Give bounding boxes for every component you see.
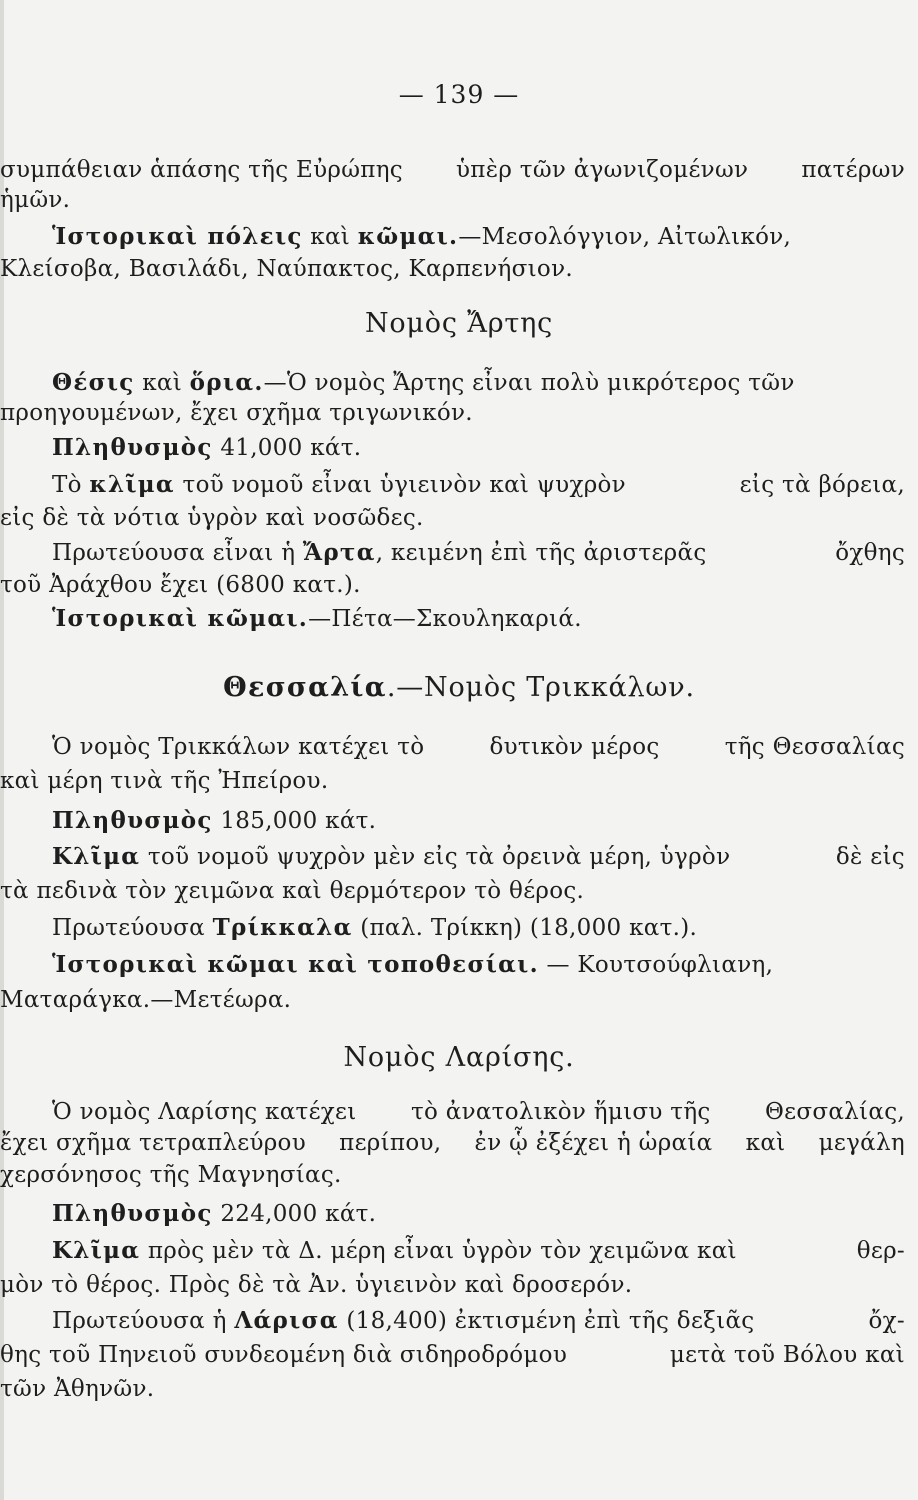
section-heading: Νομὸς Ἄρτης [364,308,554,339]
text-line: καὶ μέρη τινὰ τῆς Ἠπείρου. [0,768,329,794]
text-segment: ὄχθης [835,540,905,566]
text-segment: τῆς Θεσσαλίας [724,734,905,760]
text-segment: —Ὁ νομὸς Ἄρτης εἶναι πολὺ μικρότερος τῶν [263,370,795,396]
section-label: Τρίκκαλα [212,914,353,941]
text-segment: δυτικὸν μέρος [489,734,660,760]
text-segment: 185,000 κάτ. [212,808,377,834]
text-segment: Πρωτεύουσα [52,915,213,941]
text-segment: ὄχ- [868,1308,905,1334]
text-line [0,470,905,500]
text-segment: καὶ [302,224,358,250]
text-line: μὸν τὸ θέρος. Πρὸς δὲ τὰ Ἀν. ὑγιεινὸν καὶ δροσερόν. [0,1272,633,1298]
section-heading: Νομὸς Λαρίσης. [343,1042,575,1073]
text-segment: (παλ. Τρίκκη) (18,000 κατ.). [352,915,698,941]
text-line [0,222,905,252]
text-segment: — Κουτσούφλιανη, [538,952,774,978]
section-label: Κλῖμα [52,843,141,870]
text-segment: Τὸ [52,472,90,498]
text-segment: .—Νομὸς Τρικκάλων. [386,672,695,703]
text-line: Ματαράγκα.—Μετέωρα. [0,987,292,1013]
section-label: ὅρια. [189,369,264,396]
text-line: τῶν Ἀθηνῶν. [0,1376,155,1402]
section-label: Πληθυσμὸς [52,807,213,834]
text-line [0,1128,905,1158]
text-segment: 41,000 κάτ. [212,435,362,461]
page-number: — 139 — [398,80,520,109]
text-segment: μεγάλη [818,1130,905,1156]
text-segment: περίπου, [339,1130,442,1156]
section-label: Κλῖμα [52,1237,141,1264]
text-segment: θερ- [856,1238,905,1264]
text-line: τὰ πεδινὰ τὸν χειμῶνα καὶ θερμότερον τὸ θέρος. [0,878,585,904]
text-segment: δὲ εἰς [835,844,905,870]
section-label: Ἱστορικαὶ κῶμαι. [52,605,309,632]
text-segment [52,538,707,568]
text-segment [52,470,626,500]
text-line [0,732,905,762]
section-label: Θέσις [52,369,135,396]
text-segment: , κειμένη ἐπὶ τῆς ἀριστερᾶς [375,540,707,566]
text-line [0,1199,905,1229]
text-line [0,604,905,634]
text-line [0,1097,905,1127]
section-label: Ἱστορικαὶ κῶμαι καὶ τοποθεσίαι. [52,951,539,978]
section-label: κῶμαι. [357,223,459,250]
section-label: Θεσσαλία [223,672,387,703]
text-line [0,806,905,836]
text-segment: τοῦ νομοῦ εἶναι ὑγιεινὸν καὶ ψυχρὸν [174,472,626,498]
text-segment: (18,400) ἐκτισμένη ἐπὶ τῆς δεξιᾶς [338,1308,755,1334]
text-segment: καὶ [745,1130,786,1156]
text-segment: 224,000 κάτ. [212,1201,377,1227]
section-label: Ἱστορικαὶ πόλεις [52,223,303,250]
text-segment: θης τοῦ Πηνειοῦ συνδεομένη διὰ σιδηροδρόμου [0,1342,568,1368]
text-line: εἰς δὲ τὰ νότια ὑγρὸν καὶ νοσῶδες. [0,505,424,531]
text-segment: ἔχει σχῆμα τετραπλεύρου [0,1130,306,1156]
text-segment: Θεσσαλίας, [764,1099,905,1125]
text-line [0,368,905,398]
text-segment: τὸ ἀνατολικὸν ἥμισυ τῆς [410,1099,711,1125]
text-segment: μετὰ τοῦ Βόλου καὶ [669,1342,905,1368]
text-line: τοῦ Ἀράχθου ἔχει (6800 κατ.). [0,572,361,598]
text-segment: Πρωτεύουσα ἡ [52,1308,235,1334]
text-line [0,1340,905,1370]
text-line [0,433,905,463]
text-segment: πρὸς μὲν τὰ Δ. μέρη εἶναι ὑγρὸν τὸν χειμῶνα καὶ [140,1238,737,1264]
section-label: Ἄρτα [302,539,376,566]
text-segment: τοῦ νομοῦ ψυχρὸν μὲν εἰς τὰ ὀρεινὰ μέρη, ὑγρὸν [140,844,731,870]
text-line [0,1236,905,1266]
section-label: κλῖμα [89,471,175,498]
section-label: Πληθυσμὸς [52,434,213,461]
text-line [0,1306,905,1336]
text-segment: Ὁ νομὸς Λαρίσης κατέχει [52,1099,357,1125]
text-segment [52,842,730,872]
text-segment: πατέρων [801,157,905,183]
text-segment: εἰς τὰ βόρεια, [739,472,905,498]
text-segment: —Πέτα—Σκουληκαριά. [308,606,582,632]
text-line [0,842,905,872]
text-segment: συμπάθειαν ἁπάσης τῆς Εὐρώπης [0,157,403,183]
text-line [0,913,905,943]
text-line: ἡμῶν. [0,187,71,213]
section-label: Λάρισα [234,1307,339,1334]
text-segment: ὑπὲρ τῶν ἀγωνιζομένων [456,157,749,183]
text-line: Κλείσοβα, Βασιλάδι, Ναύπακτος, Καρπενήσιον. [0,256,573,282]
text-segment: ἐν ᾧ ἐξέχει ἡ ὡραία [474,1130,713,1156]
text-line: χερσόνησος τῆς Μαγνησίας. [0,1162,342,1188]
text-line: προηγουμένων, ἔχει σχῆμα τριγωνικόν. [0,400,473,426]
text-line [0,538,905,568]
text-segment [52,1236,737,1266]
text-segment: καὶ [134,370,190,396]
section-label: Πληθυσμὸς [52,1200,213,1227]
text-segment: Πρωτεύουσα εἶναι ἡ [52,540,303,566]
text-segment: Ὁ νομὸς Τρικκάλων κατέχει τὸ [52,734,425,760]
text-segment: —Μεσολόγγιον, Αἰτωλικόν, [458,224,792,250]
section-heading [0,672,918,704]
text-line [0,950,905,980]
text-line [0,155,905,185]
text-segment [52,1306,754,1336]
